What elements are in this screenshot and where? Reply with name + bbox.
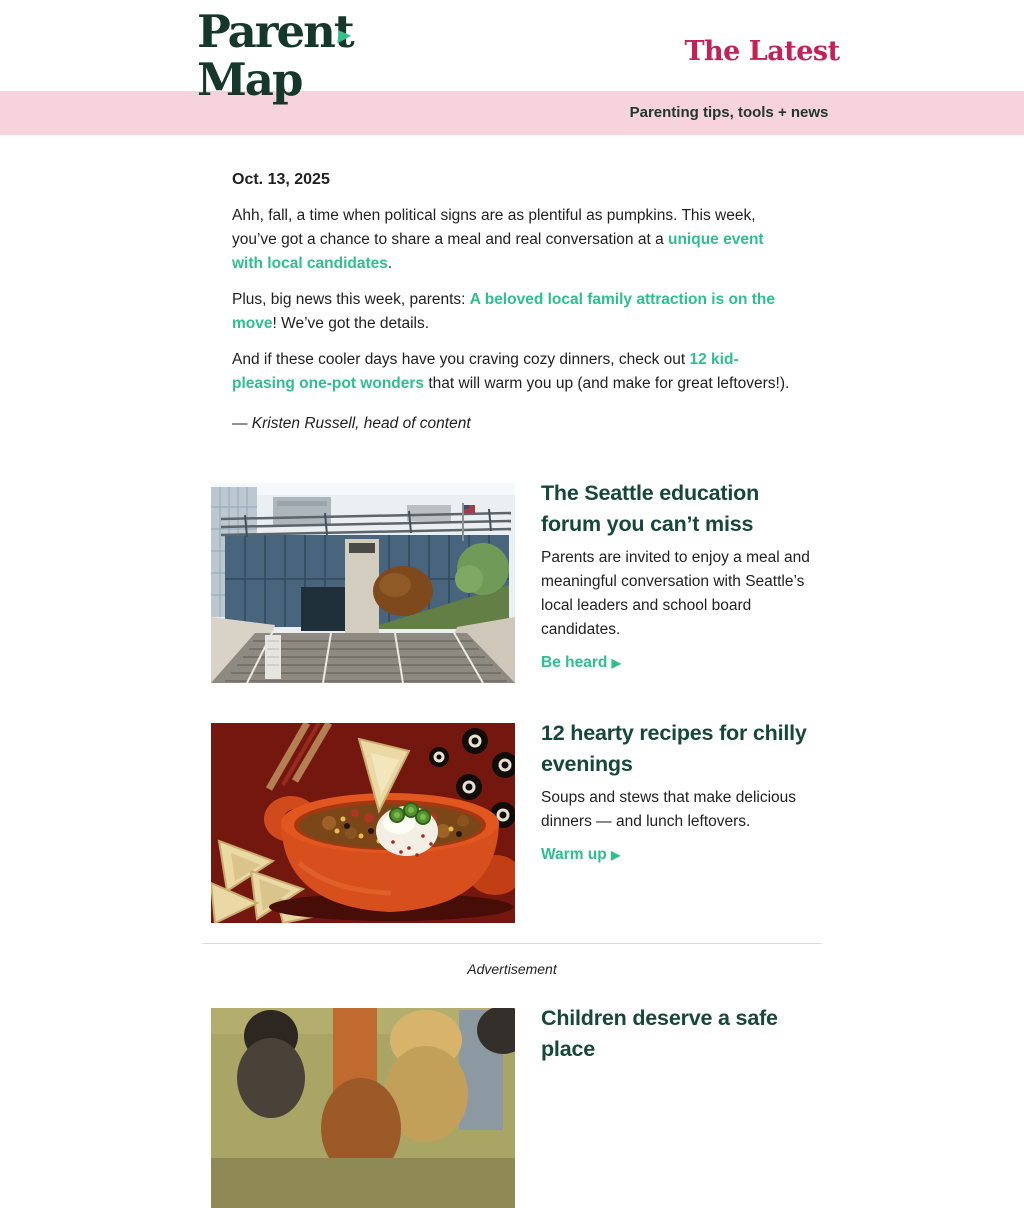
article-title[interactable]: The Seattle education forum you can’t miss	[541, 481, 760, 536]
article-text-column	[541, 478, 813, 672]
cta-label: Warm up	[541, 846, 607, 863]
link-one-pot-wonders[interactable]: 12 kid-pleasing one-pot wonders	[232, 351, 739, 392]
warm-up-link[interactable]	[541, 846, 620, 864]
logo-flag-icon	[337, 30, 351, 44]
paragraph-text: ! We’ve got the details.	[272, 315, 430, 332]
paragraph-text: Plus, big news this week, parents:	[232, 291, 470, 308]
paragraph-text: .	[387, 255, 393, 272]
link-unique-event[interactable]: unique event with local candidates	[232, 231, 764, 272]
pink-banner	[0, 91, 1024, 135]
newsletter-header	[0, 0, 1024, 135]
article-card	[192, 478, 832, 683]
intro-paragraph-2	[232, 288, 792, 336]
paragraph-text: And if these cooler days have you craving cozy dinners, check out	[232, 351, 690, 368]
newsletter-tagline: Parenting tips, tools + news	[629, 104, 829, 121]
intro-paragraph-1	[232, 204, 792, 276]
logo-line-2: Map	[197, 53, 302, 106]
article-description: Parents are invited to enjoy a meal and meaningful conversation with Seattle’s local leaders and school board candidates.	[541, 549, 810, 638]
children-illustration	[211, 1008, 515, 1208]
parentmap-logo[interactable]	[197, 5, 353, 106]
advertisement-label: Advertisement	[467, 961, 557, 977]
be-heard-link[interactable]	[541, 654, 621, 672]
intro-paragraph-3	[232, 348, 792, 396]
article-description: Soups and stews that make delicious dinners — and lunch leftovers.	[541, 789, 797, 830]
article-text-column	[541, 718, 813, 864]
sponsored-title[interactable]: Children deserve a safe place	[541, 1006, 778, 1061]
taco-soup-illustration	[211, 723, 515, 923]
paragraph-text: that will warm you up (and make for great leftovers!).	[424, 375, 790, 392]
issue-date: Oct. 13, 2025	[232, 171, 330, 188]
play-icon: ▶	[611, 656, 621, 670]
logo-line-1: Parent	[197, 5, 353, 58]
city-hall-illustration	[211, 483, 515, 683]
article-image-taco-soup[interactable]	[211, 723, 515, 923]
paragraph-text: Ahh, fall, a time when political signs are as plentiful as pumpkins. This week, you’ve got a chance to share a meal and real conversation at a	[232, 207, 756, 248]
sponsored-image-children[interactable]	[211, 1008, 515, 1208]
sponsored-text-column	[541, 1003, 813, 1065]
editor-signature: — Kristen Russell, head of content	[232, 415, 471, 432]
play-icon: ▶	[611, 848, 621, 862]
intro-section	[192, 171, 832, 436]
newsletter-body	[192, 135, 832, 1208]
article-card	[192, 718, 832, 923]
article-title[interactable]: 12 hearty recipes for chilly evenings	[541, 721, 807, 776]
cta-label: Be heard	[541, 654, 608, 671]
link-attraction-move[interactable]: A beloved local family attraction is on the move	[232, 291, 775, 332]
section-divider	[202, 943, 822, 944]
sponsored-card	[192, 1003, 832, 1208]
article-image-seattle-city-hall[interactable]	[211, 483, 515, 683]
newsletter-title: The Latest	[684, 36, 840, 67]
